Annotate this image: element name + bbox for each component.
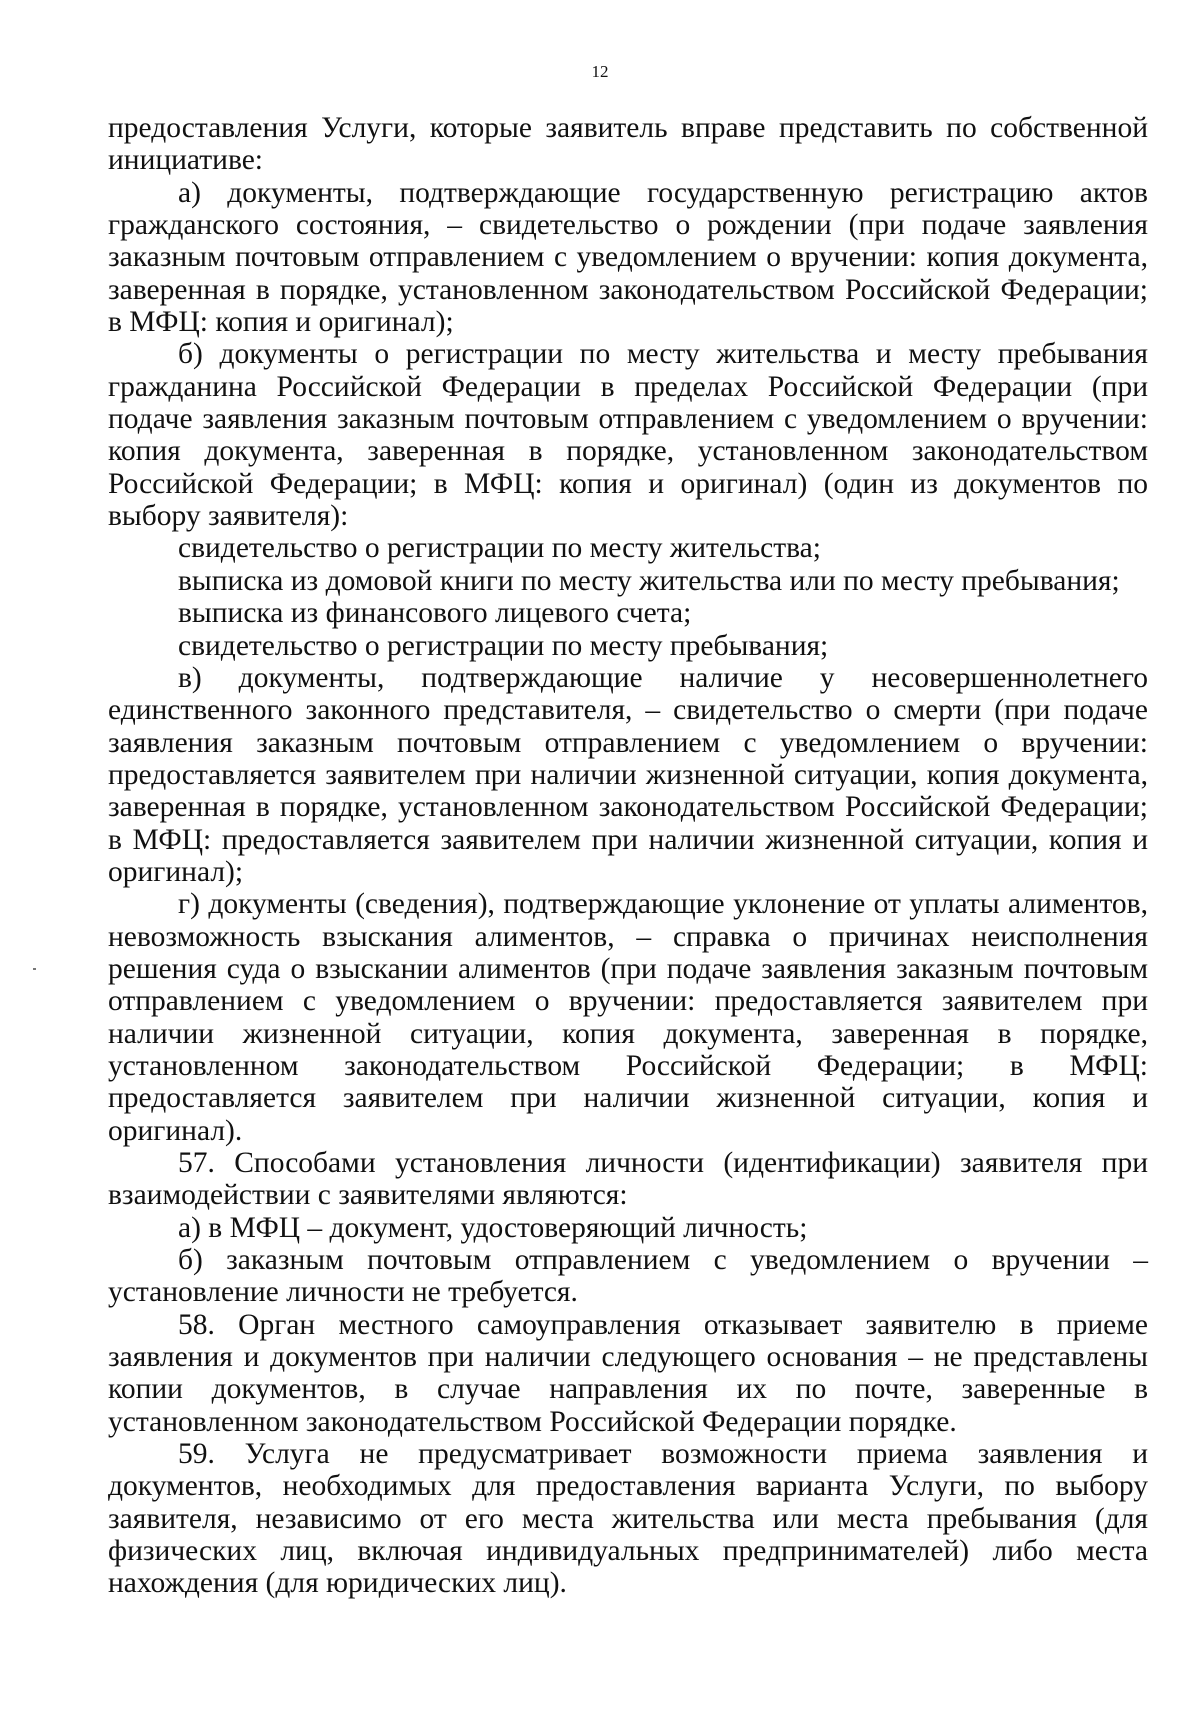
list-item: выписка из финансового лицевого счета; (178, 597, 692, 630)
paragraph-item-v: в) документы, подтверждающие наличие у несовершеннолетнего единственного законного представителя, – свидетельство о смерти (при подаче заявления заказным почтовым отправлением с уведомлением о вручении: предоставляется заявителем при наличии жизненной ситуации, копия документа, заверенная в порядке, установленном законодательством Российской Федерации; в МФЦ: предоставляется заявителем при наличии жизненной ситуации, копия и оригинал); (108, 661, 1148, 888)
list-item: выписка из домовой книги по месту жительства или по месту пребывания; (178, 564, 1120, 597)
paragraph-57: 57. Способами установления личности (идентификации) заявителя при взаимодействии с заявителями являются: (108, 1147, 1148, 1212)
paragraph-59: 59. Услуга не предусматривает возможности приема заявления и документов, необходимых для предоставления варианта Услуги, по выбору заявителя, независимо от его места жительства или места пребывания (для физических лиц, включая индивидуальных предпринимателей) либо места нахождения (для юридических лиц). (108, 1438, 1148, 1600)
list-item: свидетельство о регистрации по месту жительства; (178, 532, 821, 565)
paragraph-58: 58. Орган местного самоуправления отказывает заявителю в приеме заявления и документов при наличии следующего основания – не представлены копии документов, в случае направления их по почте, заверенные в установленном законодательством Российской Федерации порядке. (108, 1308, 1148, 1438)
paragraph-57-item-a: а) в МФЦ – документ, удостоверяющий личность; (178, 1211, 808, 1244)
margin-mark (33, 968, 36, 970)
paragraph-item-g: г) документы (сведения), подтверждающие уклонение от уплаты алиментов, невозможность взыскания алиментов, – справка о причинах неисполнения решения суда о взыскании алиментов (при подаче заявления заказным почтовым отправлением с уведомлением о вручении: предоставляется заявителем при наличии жизненной ситуации, копия документа, заверенная в порядке, установленном законодательством Российской Федерации; в МФЦ: предоставляется заявителем при наличии жизненной ситуации, копия и оригинал). (108, 888, 1148, 1147)
paragraph-continuation: предоставления Услуги, которые заявитель вправе представить по собственной инициативе: (108, 112, 1148, 177)
page-number: 12 (591, 62, 609, 81)
paragraph-item-b: б) документы о регистрации по месту жительства и месту пребывания гражданина Российской Федерации в пределах Российской Федерации (при подаче заявления заказным почтовым отправлением с уведомлением о вручении: копия документа, заверенная в порядке, установленном законодательством Российской Федерации; в МФЦ: копия и оригинал) (один из документов по выбору заявителя): (108, 338, 1148, 533)
list-item: свидетельство о регистрации по месту пребывания; (178, 629, 829, 662)
paragraph-57-item-b: б) заказным почтовым отправлением с уведомлением о вручении – установление личности не требуется. (108, 1244, 1148, 1309)
document-body (108, 112, 1148, 1600)
paragraph-item-a: а) документы, подтверждающие государственную регистрацию актов гражданского состояния, – свидетельство о рождении (при подаче заявления заказным почтовым отправлением с уведомлением о вручении: копия документа, заверенная в порядке, установленном законодательством Российской Федерации; в МФЦ: копия и оригинал); (108, 176, 1148, 339)
